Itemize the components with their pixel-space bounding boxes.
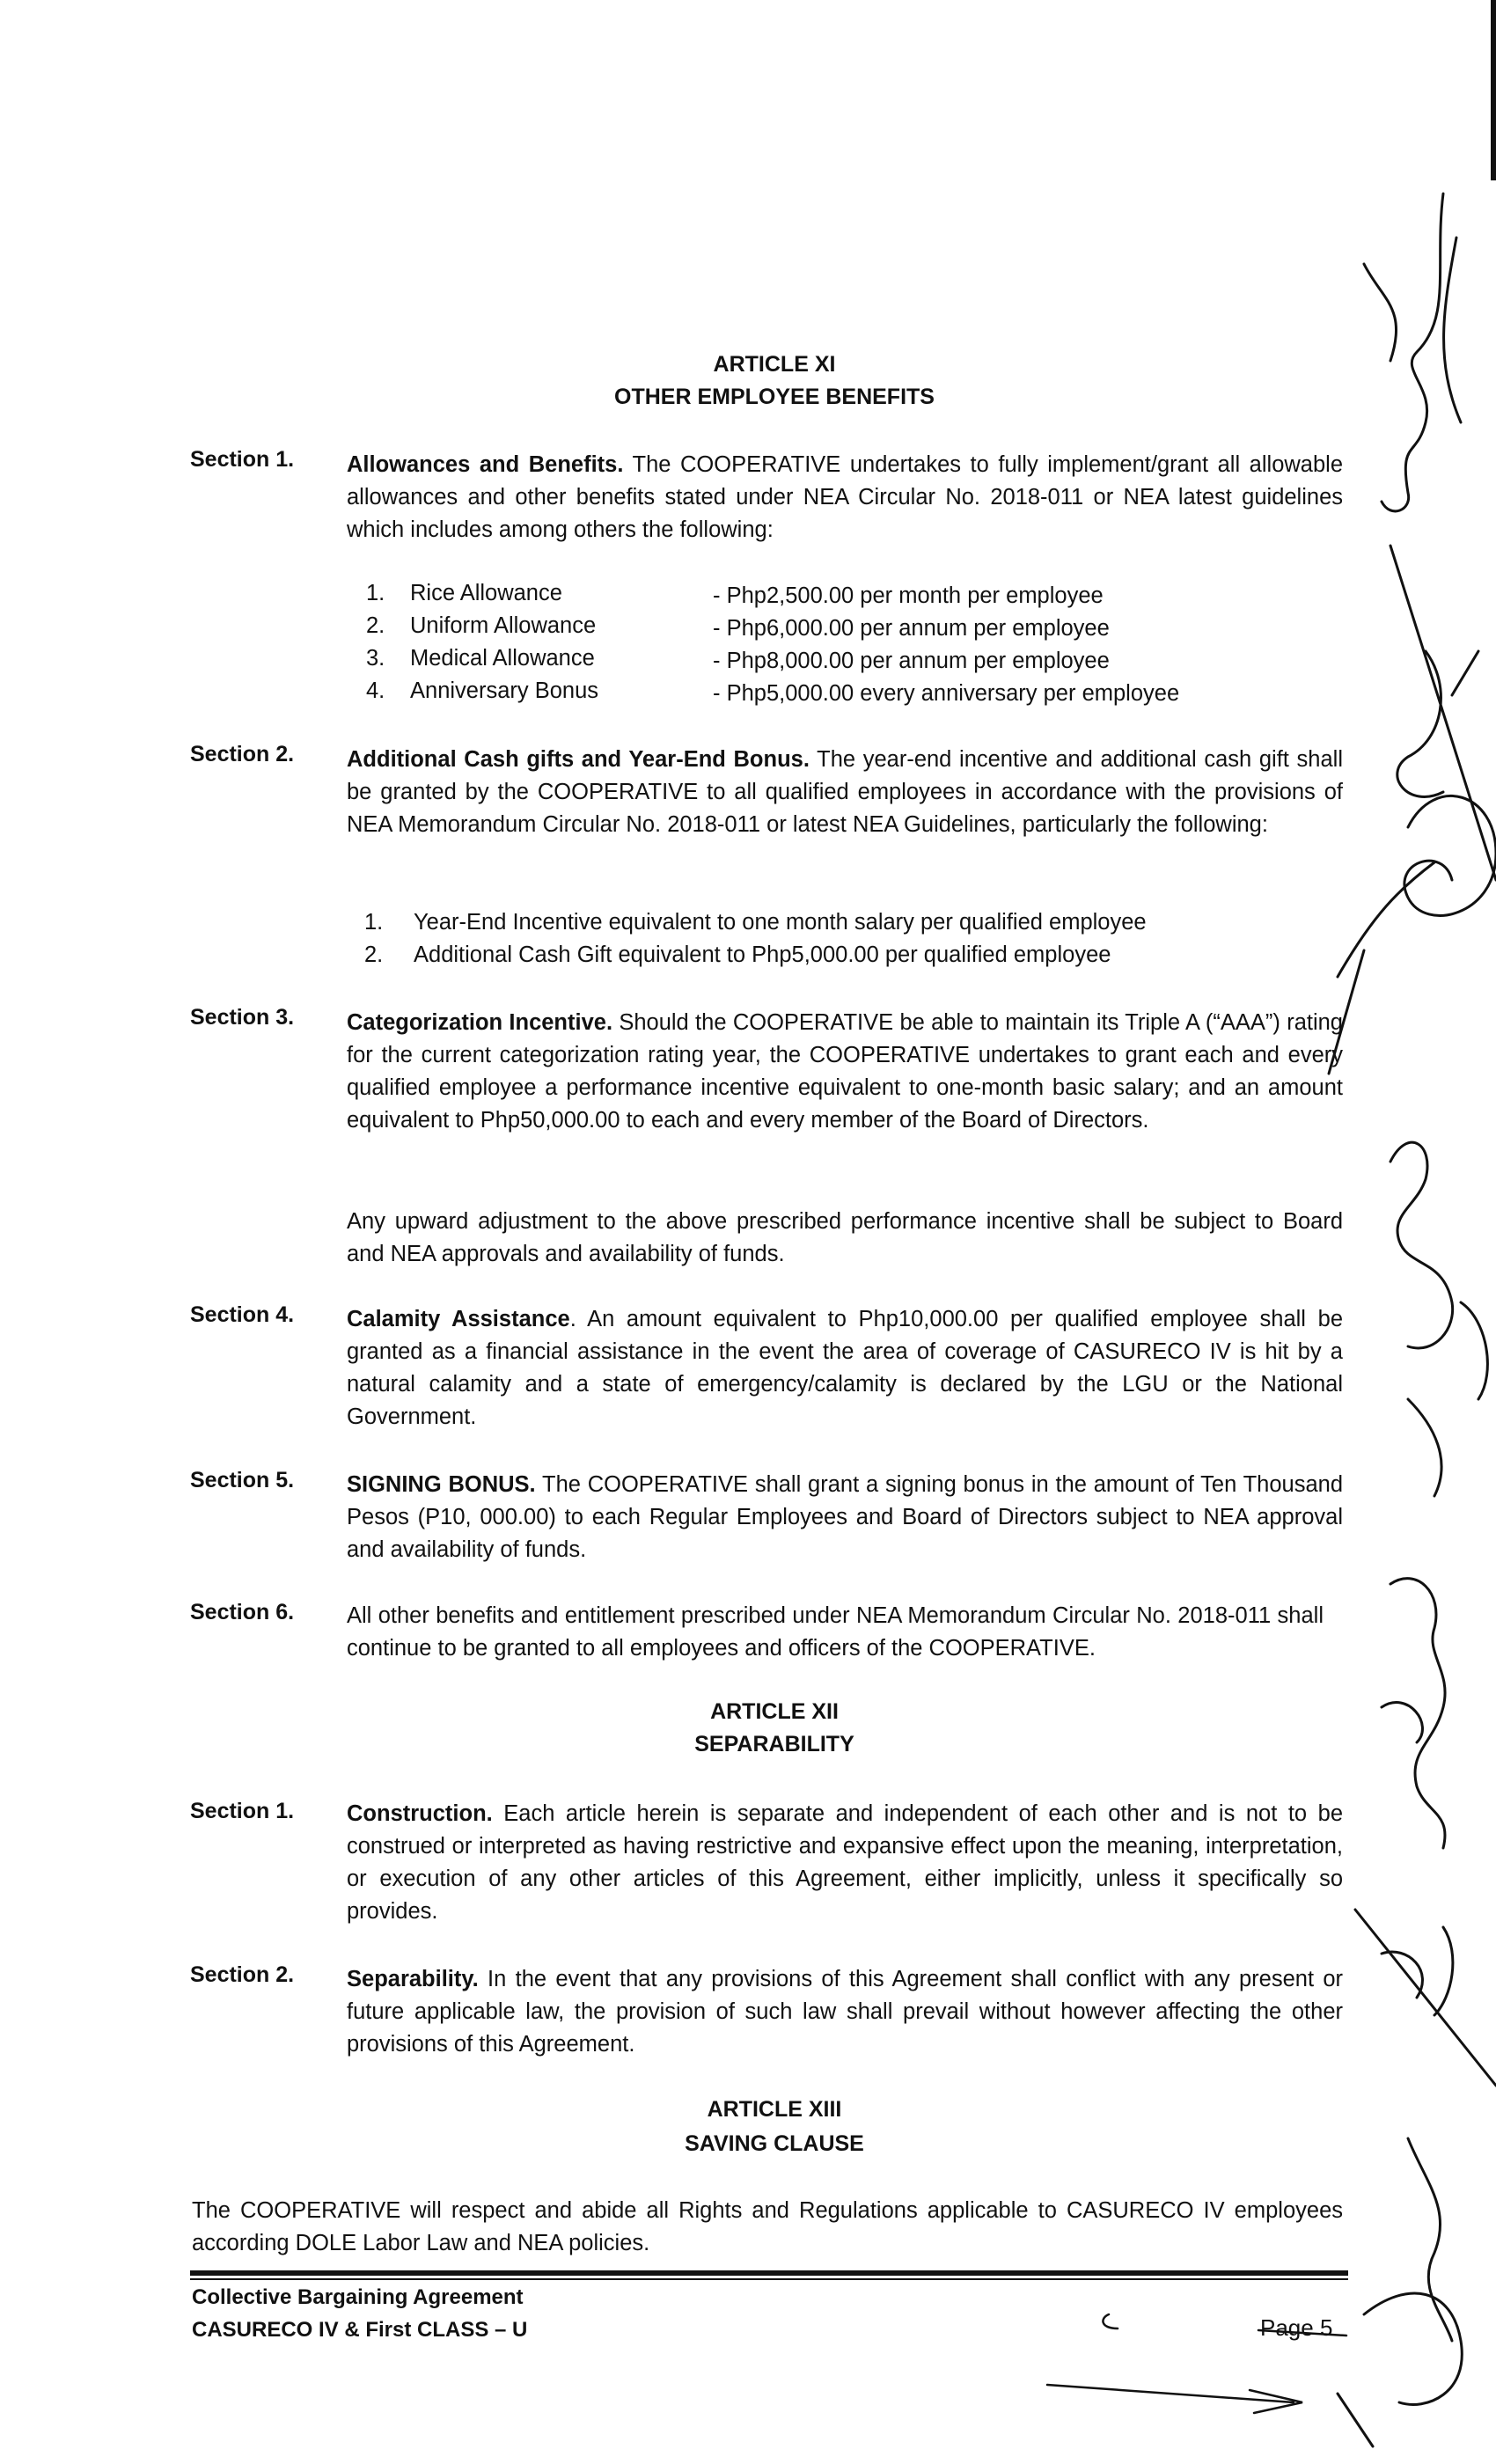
footer-line1: Collective Bargaining Agreement	[192, 2285, 524, 2309]
footer-rule	[190, 2270, 1348, 2276]
saving-clause-text: The COOPERATIVE will respect and abide all Rights and Regulations applicable to CASURECO IV employees according DOLE Labor Law and NEA policies.	[192, 2198, 1343, 2255]
section-label: Section 2.	[190, 742, 295, 766]
signature-3	[1329, 796, 1496, 1074]
item-name: Anniversary Bonus	[410, 678, 599, 703]
item-text: Year-End Incentive equivalent to one month salary per qualified employee	[414, 910, 1147, 935]
item-number: 4.	[366, 678, 385, 703]
section-body: All other benefits and entitlement prescribed under NEA Memorandum Circular No. 2018-011 shall continue to be granted to all employees and officers of the COOPERATIVE.	[347, 1603, 1324, 1661]
section-body	[347, 1469, 1343, 1566]
section-body	[347, 1303, 1343, 1434]
item-name: Rice Allowance	[410, 581, 562, 605]
list-item	[366, 610, 1334, 642]
item-name: Medical Allowance	[410, 646, 595, 671]
item-amount: - Php8,000.00 per annum per employee	[713, 649, 1110, 673]
footer-arrow-marks	[1030, 2306, 1382, 2464]
section-heading: Construction.	[347, 1801, 493, 1826]
section-text: Each article herein is separate and independent of each other and is not to be construed or interpreted as having restrictive and expansive effect upon the meaning, interpretation, or execution of any other articles of this Agreement, either implicitly, unless it specifically so provides.	[347, 1801, 1343, 1924]
footer	[192, 2281, 527, 2346]
article-xiii-subtitle: SAVING CLAUSE	[685, 2131, 864, 2156]
allowance-list	[366, 577, 1334, 709]
section-text: The COOPERATIVE undertakes to fully implement/grant all allowable allowances and other benefits stated under NEA Circular No. 2018-011 or NEA latest guidelines which includes among others the following:	[347, 452, 1343, 542]
section-text: The COOPERATIVE shall grant a signing bonus in the amount of Ten Thousand Pesos (P10, 000.00) to each Regular Employees and Board of Directors subject to NEA approval and availability of funds.	[347, 1472, 1344, 1562]
item-amount: - Php6,000.00 per annum per employee	[713, 616, 1110, 641]
section-label: Section 3.	[190, 1005, 295, 1030]
section-text: The year-end incentive and additional cash gift shall be granted by the COOPERATIVE to all qualified employees in accordance with the provisions of NEA Memorandum Circular No. 2018-011 or latest NEA Guidelines, particularly the following:	[347, 747, 1343, 837]
section-label: Section 1.	[190, 447, 295, 472]
item-text: Additional Cash Gift equivalent to Php5,000.00 per qualified employee	[414, 942, 1111, 967]
item-number: 1.	[366, 581, 385, 605]
section-body	[347, 1963, 1343, 2061]
article-xiii-title: ARTICLE XIII	[707, 2097, 842, 2122]
list-item	[364, 939, 1332, 972]
item-amount: - Php2,500.00 per month per employee	[713, 583, 1104, 608]
section-label: Section 5.	[190, 1468, 295, 1492]
list-item	[366, 642, 1334, 675]
arrow-line	[1047, 2385, 1302, 2413]
section-text: . An amount equivalent to Php10,000.00 per qualified employee shall be granted as a financial assistance in the event the area of coverage of CASURECO IV is hit by a natural calamity and a state of emergency/calamity is declared by the LGU or the National Government.	[347, 1307, 1344, 1429]
section-text: Should the COOPERATIVE be able to maintain its Triple A (“AAA”) rating for the current categorization rating year, the COOPERATIVE undertakes to grant each and every qualified employee a performance incentive equivalent to one-month basic salary; and an amount equivalent to Php50,000.00 to each and every member of the Board of Directors.	[347, 1010, 1343, 1133]
section-heading: SIGNING BONUS.	[347, 1472, 536, 1497]
article-xi-title: ARTICLE XI	[713, 352, 836, 377]
section-heading: Categorization Incentive.	[347, 1010, 613, 1035]
article-xi-subtitle: OTHER EMPLOYEE BENEFITS	[614, 385, 935, 409]
section-body	[347, 1798, 1343, 1928]
item-number: 1.	[364, 910, 384, 935]
section-body	[347, 449, 1343, 546]
footer-line2: CASURECO IV & First CLASS – U	[192, 2318, 528, 2342]
section-text: In the event that any provisions of this Agreement shall conflict with any present or future applicable law, the provision of such law shall prevail without however affecting the other provisions of this Agreement.	[347, 1967, 1343, 2057]
scan-edge-mark	[1491, 0, 1496, 180]
page-number: Page 5	[1260, 2314, 1333, 2341]
section-paragraph: Any upward adjustment to the above prescribed performance incentive shall be subject to Board and NEA approvals and availability of funds.	[347, 1209, 1343, 1266]
section-label: Section 2.	[190, 1962, 295, 1987]
article-xii-subtitle: SEPARABILITY	[694, 1732, 854, 1756]
signature-marks	[1232, 158, 1496, 2464]
section-heading: Separability.	[347, 1967, 479, 1991]
item-number: 3.	[366, 646, 385, 671]
article-xii-title: ARTICLE XII	[710, 1699, 839, 1724]
signature-2	[1390, 546, 1496, 880]
section-label: Section 4.	[190, 1302, 295, 1327]
section-heading: Allowances and Benefits.	[347, 452, 624, 477]
hook-mark	[1103, 2314, 1118, 2328]
signature-4	[1390, 1142, 1487, 1496]
list-item	[366, 577, 1334, 610]
bonus-list	[364, 906, 1332, 973]
item-amount: - Php5,000.00 every anniversary per employee	[713, 681, 1180, 706]
signature-1	[1364, 194, 1461, 511]
section-label: Section 1.	[190, 1799, 295, 1823]
item-name: Uniform Allowance	[410, 613, 597, 638]
item-number: 2.	[366, 613, 385, 638]
item-number: 2.	[364, 942, 384, 967]
page-swoosh	[1258, 2330, 1346, 2336]
signature-6	[1355, 1910, 1496, 2086]
section-heading: Additional Cash gifts and Year-End Bonus.	[347, 747, 810, 772]
section-body	[347, 744, 1343, 841]
section-label: Section 6.	[190, 1600, 295, 1624]
signature-5	[1382, 1579, 1445, 1848]
section-heading: Calamity Assistance	[347, 1307, 570, 1331]
footer-rule-thin	[190, 2278, 1348, 2280]
list-item	[366, 675, 1334, 708]
list-item	[364, 906, 1332, 939]
section-body	[347, 1007, 1343, 1137]
